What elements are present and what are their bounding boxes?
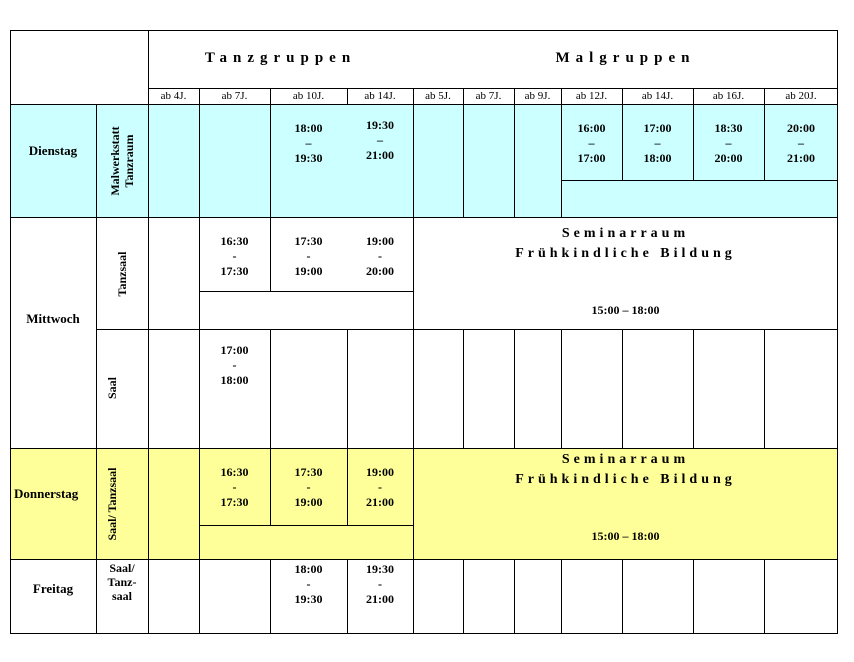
- room-freitag-line1: Saal/: [109, 561, 135, 575]
- room-freitag-line2: Tanz-: [107, 575, 137, 589]
- time-end: 21:00: [366, 592, 394, 606]
- time-sep: -: [232, 249, 237, 263]
- time-end: 18:00: [643, 151, 672, 165]
- room-freitag-line3: saal: [111, 589, 132, 603]
- time-sep: -: [232, 480, 237, 494]
- time-slot: [270, 562, 347, 607]
- time-sep: –: [798, 136, 804, 150]
- vline-e: [413, 88, 414, 634]
- time-end: 19:30: [294, 592, 323, 606]
- time-end: 20:00: [714, 151, 743, 165]
- age-label: ab 20J.: [785, 90, 817, 102]
- seminar-line1: Seminarraum: [561, 226, 690, 241]
- time-sep: –: [725, 136, 732, 150]
- room-tanzsaal: Tanzsaal: [115, 251, 129, 297]
- time-slot: [764, 121, 838, 166]
- vline-k-mid: [764, 329, 765, 448]
- border-top: [10, 30, 838, 31]
- age-label: ab 7J.: [221, 90, 248, 102]
- time-start: 16:30: [220, 234, 249, 248]
- schedule-table: [10, 30, 838, 634]
- vline-i-mid: [622, 329, 623, 448]
- time-slot: [199, 234, 270, 279]
- tanzgruppen-title: Tanzgruppen: [204, 50, 357, 66]
- vline-g-top: [514, 88, 515, 217]
- time-end: 17:00: [577, 151, 606, 165]
- time-end: 20:00: [366, 264, 394, 278]
- vline-f-fr: [463, 559, 464, 634]
- time-sep: –: [305, 136, 312, 150]
- time-end: 17:30: [220, 264, 249, 278]
- time-sep: -: [378, 249, 382, 263]
- seminar-time: 15:00 – 18:00: [591, 529, 660, 543]
- time-slot: [199, 343, 270, 388]
- room-malwerkstatt-line2: Tanzraum: [122, 134, 136, 188]
- age-label: ab 14J.: [364, 90, 396, 102]
- day-freitag: Freitag: [32, 581, 74, 596]
- time-start: 19:00: [366, 465, 394, 479]
- time-end: 18:00: [220, 373, 249, 387]
- vline-g-fr: [514, 559, 515, 634]
- time-sep: -: [306, 577, 311, 591]
- time-sep: -: [378, 480, 382, 494]
- time-start: 17:30: [294, 234, 323, 248]
- room-malwerkstatt-line1: Malwerkstatt: [108, 126, 122, 196]
- age-label: ab 9J.: [524, 90, 551, 102]
- time-start: 18:00: [294, 121, 323, 135]
- time-start: 19:30: [366, 118, 394, 132]
- time-start: 17:00: [220, 343, 249, 357]
- age-label: ab 14J.: [641, 90, 674, 102]
- time-start: 19:00: [366, 234, 394, 248]
- age-label: ab 4J.: [160, 90, 187, 102]
- vline-j-mid: [693, 329, 694, 448]
- time-start: 16:30: [220, 465, 249, 479]
- time-start: 20:00: [787, 121, 815, 135]
- seminar-title: [413, 450, 838, 490]
- day-dienstag: Dienstag: [28, 143, 78, 158]
- vline-room: [96, 104, 97, 634]
- time-start: 17:00: [643, 121, 672, 135]
- line-header-bottom: [10, 104, 838, 105]
- time-slot: [347, 465, 413, 510]
- age-label: ab 16J.: [712, 90, 745, 102]
- time-start: 18:00: [294, 562, 323, 576]
- line-do-tanz-sub: [199, 525, 413, 526]
- age-label: ab 5J.: [425, 90, 451, 102]
- time-sep: -: [306, 249, 311, 263]
- time-slot: [270, 121, 347, 166]
- vline-a: [148, 30, 149, 634]
- vline-k-fr: [764, 559, 765, 634]
- time-slot: [270, 465, 347, 510]
- room-saal: Saal: [105, 376, 119, 400]
- malgruppen-title: Malgruppen: [555, 50, 696, 66]
- room-saal-tanzsaal: Saal/ Tanzsaal: [105, 467, 119, 541]
- time-end: 21:00: [366, 148, 394, 162]
- room-freitag: [96, 561, 148, 603]
- vline-f-top: [463, 88, 464, 217]
- time-sep: -: [232, 358, 237, 372]
- time-sep: –: [588, 136, 595, 150]
- seminar-line2: Frühkindliche Bildung: [515, 472, 736, 487]
- age-label: ab 7J.: [475, 90, 502, 102]
- seminar-line1: Seminarraum: [561, 452, 690, 467]
- time-slot: [347, 562, 413, 607]
- room-malwerkstatt: [108, 126, 136, 195]
- vline-f-mid: [463, 329, 464, 448]
- time-sep: -: [306, 480, 311, 494]
- age-label: ab 10J.: [292, 90, 325, 102]
- time-end: 21:00: [366, 495, 394, 509]
- vline-g-mid: [514, 329, 515, 448]
- time-start: 18:30: [714, 121, 743, 135]
- time-end: 17:30: [220, 495, 249, 509]
- time-end: 19:00: [294, 264, 323, 278]
- time-start: 19:30: [366, 562, 394, 576]
- line-mi-tanz-sub: [199, 291, 413, 292]
- time-start: 17:30: [294, 465, 323, 479]
- time-sep: -: [378, 577, 382, 591]
- line-dienstag-mal-sub: [561, 180, 838, 181]
- time-slot: [561, 121, 622, 166]
- time-slot: [199, 465, 270, 510]
- time-slot: [347, 118, 413, 163]
- time-start: 16:00: [577, 121, 606, 135]
- line-mi-tanzsaal-bottom: [96, 329, 838, 330]
- time-slot: [347, 234, 413, 279]
- vline-h-fr: [561, 559, 562, 634]
- time-slot: [622, 121, 693, 166]
- time-end: 19:30: [294, 151, 323, 165]
- vline-h-mid: [561, 329, 562, 448]
- time-sep: –: [377, 133, 383, 147]
- seminar-time: 15:00 – 18:00: [591, 303, 660, 317]
- line-mittwoch-bottom: [10, 448, 838, 449]
- time-sep: –: [654, 136, 661, 150]
- border-left: [10, 30, 11, 634]
- line-donnerstag-bottom: [10, 559, 838, 560]
- seminar-line2: Frühkindliche Bildung: [515, 246, 736, 261]
- time-slot: [693, 121, 764, 166]
- border-bottom: [10, 633, 838, 634]
- line-dienstag-bottom: [10, 217, 838, 218]
- day-mittwoch: Mittwoch: [26, 311, 80, 326]
- vline-j-fr: [693, 559, 694, 634]
- time-slot: [270, 234, 347, 279]
- day-donnerstag: Donnerstag: [14, 486, 79, 501]
- time-end: 19:00: [294, 495, 323, 509]
- time-end: 21:00: [787, 151, 815, 165]
- vline-i-fr: [622, 559, 623, 634]
- seminar-title: [413, 224, 838, 264]
- age-label: ab 12J.: [575, 90, 608, 102]
